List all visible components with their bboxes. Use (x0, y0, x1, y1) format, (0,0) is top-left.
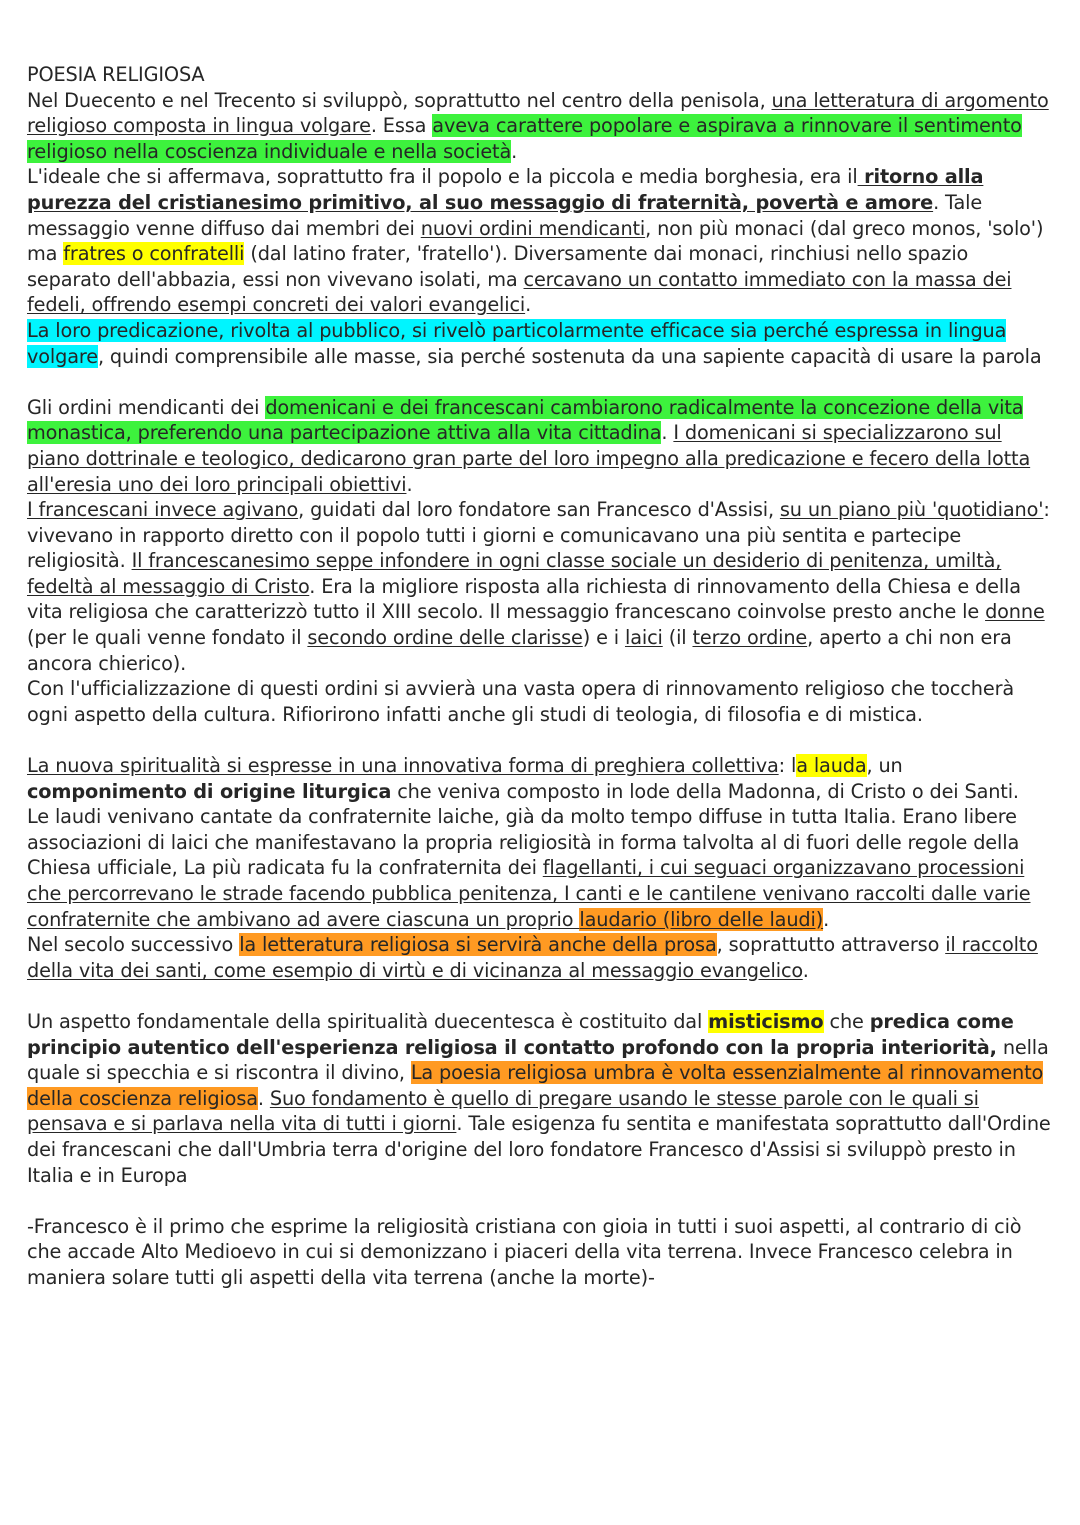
paragraph-ideal (27, 164, 1057, 318)
text-span: , non più monaci (dal greco monos, 'solo') ma (27, 216, 1044, 266)
yellow-highlight: misticismo (708, 1009, 824, 1033)
text-span: Un aspetto fondamentale della spiritualità duecentesca è costituito dal (27, 1009, 709, 1033)
underlined-text: laici (624, 626, 663, 650)
paragraph-gap (27, 983, 1057, 1009)
paragraph-lauda (27, 753, 1057, 804)
text-span: nella quale si specchia e si riscontra il divino, (27, 1035, 1049, 1085)
text-span: . (257, 1086, 270, 1110)
underlined-text: Il francescanesimo seppe infondere in ogni classe sociale un desiderio di penitenza, umiltà, fedeltà al messaggio di Cristo (27, 549, 1002, 598)
underlined-text: cercavano un contatto immediato con la massa dei fedeli, offrendo esempi concreti dei valori evangelici (27, 267, 1012, 317)
underlined-text: il raccolto della vita dei santi, come esempio di virtù e di vicinanza al messaggio evangelico (27, 933, 1038, 982)
text-span: (dal latino frater, 'fratello'). Diversamente dai monaci, rinchiusi nello spazio separato dell'abbazia, essi non vivevano isolati, ma (27, 242, 969, 291)
underlined-text: una letteratura di argomento religioso composta in lingua volgare (27, 88, 1049, 138)
text-span: . Era la migliore risposta alla richiesta di rinnovamento della Chiesa e della vita religiosa che caratterizzò tutto il XIII secolo. Il messaggio francescano coinvolse presto anche le (27, 574, 1021, 624)
text-span: : l (778, 754, 797, 778)
orange-highlight: La poesia religiosa umbra è volta essenzialmente al rinnovamento della coscienza religiosa (27, 1061, 1044, 1110)
text-span: . (525, 293, 532, 317)
text-span: . Essa (370, 114, 433, 138)
paragraph-misticismo (27, 1009, 1057, 1188)
yellow-highlight: a lauda (796, 754, 867, 778)
bold-underlined-text: ritorno alla purezza del cristianesimo primitivo, al suo messaggio di fraternità, povertà e amore (27, 165, 984, 214)
paragraph-intro (27, 88, 1057, 165)
text-span: : vivevano in rapporto diretto con il popolo tutti i giorni e comunicavano una più sentita e partecipe religiosità. (27, 498, 1050, 573)
text-span: (il (662, 626, 693, 650)
underlined-text: La nuova spiritualità si espresse in una innovativa forma di preghiera collettiva (27, 754, 779, 778)
paragraph-prosa (27, 932, 1057, 983)
paragraph-francesco: -Francesco è il primo che esprime la religiosità cristiana con gioia in tutti i suoi aspetti, al contrario di ciò che accade Alto Medioevo in cui si demonizzano i piaceri della vita terrena. Invece Francesco celebra in maniera solare tutti gli aspetti della vita terrena (anche la morte)- (27, 1214, 1022, 1289)
cyan-highlight: La loro predicazione, rivolta al pubblico, si rivelò particolarmente efficace sia perché espressa in lingua volgare (27, 318, 1007, 368)
text-span: Nel secolo successivo (27, 933, 240, 957)
underlined-text: terzo ordine (692, 626, 808, 650)
document-page (27, 62, 1057, 1291)
bold-text: predica come principio autentico dell'esperienza religiosa il contatto profondo con la propria interiorità, (27, 1009, 1014, 1059)
text-span: Le laudi venivano cantate da confraternite laiche, già da molto tempo diffuse in tutta Italia. Erano libere associazioni di laici che manifestavano la propria religiosità in forma talvolta al di fuori delle regole della Chiesa ufficiale, La più radicata fu la confraternita dei (27, 805, 1020, 880)
green-highlight: domenicani e dei francescani cambiarono radicalmente la concezione della vita monastica, preferendo una partecipazione attiva alla vita cittadina (27, 395, 1024, 445)
page-title: POESIA RELIGIOSA (27, 63, 205, 86)
paragraph-predicazione (27, 318, 1057, 369)
text-span: . Tale esigenza fu sentita e manifestata soprattutto dall'Ordine dei francescani che dall'Umbria terra d'origine del loro fondatore Francesco d'Assisi si sviluppò presto in Italia e in Europa (27, 1112, 1051, 1187)
paragraph-gap (27, 1188, 1057, 1214)
underlined-text: secondo ordine delle clarisse (307, 626, 583, 650)
text-span: , soprattutto attraverso (716, 933, 946, 957)
paragraph-ordini (27, 395, 1057, 497)
yellow-highlight: fratres o confratelli (63, 242, 245, 266)
underlined-text: su un piano più 'quotidiano' (779, 498, 1044, 522)
underlined-text: I domenicani si specializzarono sul piano dottrinale e teologico, dedicarono gran parte del loro impegno alla predicazione e fecero della lotta all'eresia uno dei loro principali obiettivi (27, 421, 1031, 496)
text-span: . Tale messaggio venne diffuso dai membri dei (27, 190, 983, 240)
underlined-text: Suo fondamento è quello di pregare usando le stesse parole con le quali si pensava e si parlava nella vita di tutti i giorni (27, 1086, 979, 1136)
text-span: , un (866, 754, 903, 778)
underlined-text: flagellanti, i cui seguaci organizzavano processioni che percorrevano le strade facendo pubblica penitenza, I canti e le cantilene venivano raccolti dalle varie confraternite che ambivano ad avere ciascuna un proprio (27, 856, 1031, 931)
paragraph-laudi (27, 804, 1057, 932)
green-highlight: aveva carattere popolare e aspirava a rinnovare il sentimento religioso nella coscienza individuale e nella società (27, 114, 1022, 163)
text-span: che (823, 1009, 870, 1033)
text-span: , quindi comprensibile alle masse, sia perché sostenuta da una sapiente capacità di usare la parola (97, 344, 1042, 368)
paragraph-gap (27, 369, 1057, 395)
orange-highlight: laudario (libro delle laudi) (579, 907, 824, 931)
text-span: . (406, 472, 413, 496)
text-span: . (802, 958, 809, 982)
text-span: . (823, 907, 830, 931)
paragraph-francescani (27, 497, 1057, 676)
text-span: Nel Duecento e nel Trecento si sviluppò, soprattutto nel centro della penisola, (27, 88, 772, 112)
paragraph-gap (27, 727, 1057, 753)
text-span: che veniva composto in lode della Madonna, di Cristo o dei Santi. (391, 779, 1019, 803)
text-span: (per le quali venne fondato il (27, 626, 308, 650)
orange-highlight: la letteratura religiosa si servirà anche della prosa (239, 933, 717, 957)
text-span: Gli ordini mendicanti dei (27, 395, 266, 419)
underlined-text: I francescani invece agivano (27, 498, 299, 522)
underlined-text: donne (985, 600, 1045, 624)
text-span: L'ideale che si affermava, soprattutto fra il popolo e la piccola e media borghesia, era il (27, 165, 858, 189)
text-span: ) e i (582, 626, 625, 650)
text-span: . (661, 421, 674, 445)
bold-text: componimento di origine liturgica (27, 779, 392, 803)
underlined-text: nuovi ordini mendicanti (420, 216, 646, 240)
paragraph-ufficializzazione: Con l'ufficializzazione di questi ordini si avvierà una vasta opera di rinnovamento religioso che toccherà ogni aspetto della cultura. Rifiorirono infatti anche gli studi di teologia, di filosofia e di mistica. (27, 677, 1015, 726)
text-span: , guidati dal loro fondatore san Francesco d'Assisi, (298, 498, 780, 522)
text-span: . (511, 139, 518, 163)
text-span: , aperto a chi non era ancora chierico). (27, 626, 1012, 675)
